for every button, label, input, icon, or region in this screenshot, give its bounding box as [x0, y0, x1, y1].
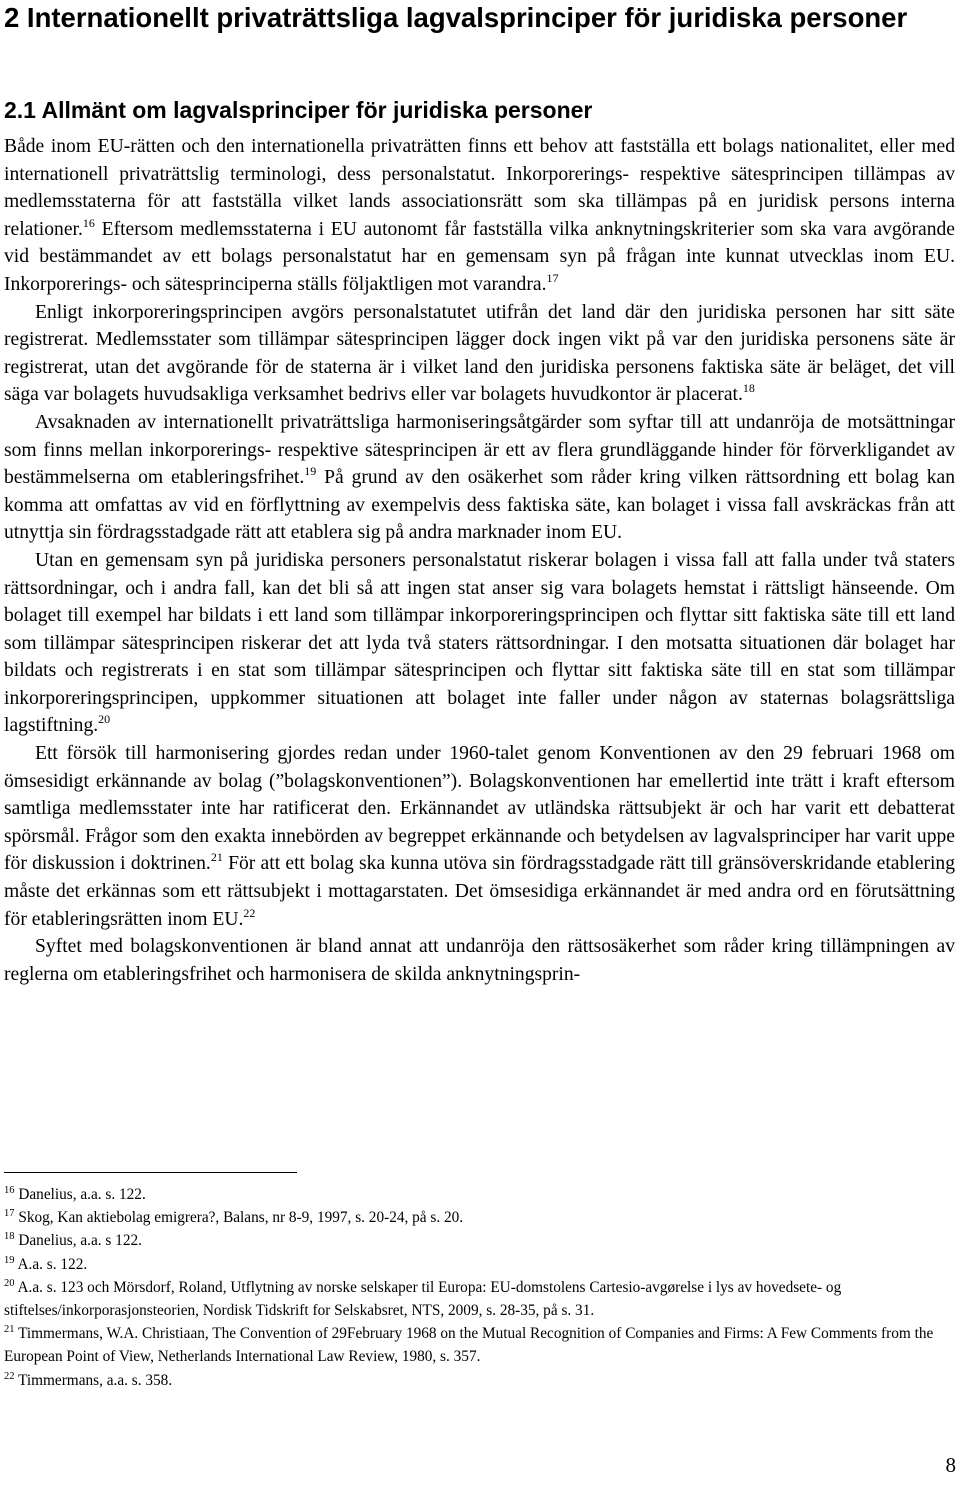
footnote [4, 1183, 955, 1206]
footnote-ref[interactable]: 21 [210, 850, 223, 865]
body-text [4, 133, 955, 988]
footnote-number: 22 [4, 1370, 15, 1382]
chapter-heading: 2 Internationellt privaträttsliga lagvalsprinciper för juridiska personer [4, 2, 908, 33]
paragraph-text: Både inom EU-rätten och den internationella privaträtten finns ett behov att fastställa ett bolags nationalitet, eller med internationell privaträttslig terminologi, dess personalstatut. Inkorporerings- respektive sätesprincipen tillämpas av medlemsstaterna för att fastställa vilket lands associationsrätt som ska tillämpas på en juridisk persons interna relationer. [4, 136, 955, 240]
footnote [4, 1322, 955, 1368]
footnotes [4, 1183, 955, 1392]
paragraph-text: Avsaknaden av internationellt privaträttsliga harmoniseringsåtgärder som syftar till att undanröja de motsättningar som finns mellan inkorporerings- respektive sätesprincipen är ett av flera grundläggande hinder för förverkligandet av bestämmelserna om etableringsfrihet. [4, 411, 955, 489]
paragraph [4, 133, 955, 299]
footnote [4, 1276, 955, 1322]
footnote [4, 1253, 955, 1276]
footnote-number: 17 [4, 1208, 15, 1220]
footnote-text: Timmermans, a.a. s. 358. [18, 1371, 173, 1389]
paragraph-text: På grund av den osäkerhet som råder kring vilken rättsordning ett bolag kan komma att omfattas av vid en förflyttning av exempelvis dess faktiska säte, kan bolaget i vissa fall avskräckas från att utnyttja sin fördragsstadgade rätt att etablera sig på andra marknader inom EU. [4, 467, 955, 544]
paragraph-text: Eftersom medlemsstaterna i EU autonomt får fastställa vilka anknytningskriterier som ska vara avgörande vid bestämmandet av ett bolags personalstatut har en gemensam syn på frågan inte kunnat utvecklas inom EU. Inkorporerings- och sätesprinciperna ställs följaktligen mot varandra. [4, 218, 955, 295]
paragraph-text: Syftet med bolagskonventionen är bland annat att undanröja den rättsosäkerhet som råder kring tillämpningen av reglerna om etableringsfrihet och harmonisera de skilda anknytningsprin- [4, 936, 955, 985]
footnote-text: Skog, Kan aktiebolag emigrera?, Balans, nr 8-9, 1997, s. 20-24, på s. 20. [18, 1209, 464, 1227]
page-number: 8 [945, 1453, 956, 1477]
paragraph-text: Enligt inkorporeringsprincipen avgörs personalstatutet utifrån det land där den juridiska personen har sitt säte registrerat. Medlemsstater som tillämpar sätesprincipen lägger dock ingen vikt på var den juridiska personens säte är registrerat, utan det avgörande för de staterna är i vilket land den juridiska personens faktiska säte är beläget, det vill säga var bolagets huvudsakliga verksamhet bedrivs eller var bolagets huvudkontor är placerat. [4, 301, 955, 406]
paragraph [4, 547, 955, 740]
footnote-separator [4, 1172, 297, 1173]
footnote-number: 16 [4, 1185, 15, 1196]
footnote-text: A.a. s. 122. [17, 1255, 88, 1273]
footnote-ref[interactable]: 20 [98, 712, 111, 727]
footnote [4, 1229, 955, 1252]
footnote-ref[interactable]: 17 [546, 270, 559, 285]
paragraph-text: Utan en gemensam syn på juridiska personers personalstatut riskerar bolagen i vissa fall att falla under två staters rättsordningar, och i andra fall, kan det bli så att ingen stat anser sig vara bolagets hemstat i rättsligt hänseende. Om bolaget till exempel har bildats i ett land som tillämpar inkorporeringsprincipen och flyttar sitt faktiska säte till ett land som tillämpar sätesprincipen riskerar det att lyda två staters rättsordningar. I den motsatta situationen där bolaget har bildats och registrerats i en stat som tillämpar sätesprincipen och flyttar sitt faktiska säte till en stat som tillämpar inkorporeringsprincipen, uppkommer situationen att bolaget inte faller under någon av staternas bolagsrättsliga lagstiftning. [4, 549, 955, 737]
footnote-ref[interactable]: 22 [243, 905, 256, 920]
paragraph-text: Ett försök till harmonisering gjordes redan under 1960-talet genom Konventionen av den 29 februari 1968 om ömsesidigt erkännande av bolag (”bolagskonventionen”). Bolagskonventionen har emellertid inte trätt i kraft eftersom samtliga medlemsstater inte har ratificerat den. Erkännandet av utländska rättsubjekt är och har varit ett debatterat spörsmål. Frågor som den exakta innebörden av begreppet erkännande och betydelsen av lagvalsprinciper har varit uppe för diskussion i doktrinen. [4, 743, 955, 875]
footnote-text: A.a. s. 123 och Mörsdorf, Roland, Utflytning av norske selskaper til Europa: EU-domstolens Cartesio-avgørelse i lys av hovedsete- og stiftelses/inkorporasjonsteorien, Nordisk Tidskrift for Selskabsret, NTS, 2009, s. 28-35, på s. 31. [4, 1278, 842, 1320]
footnote-number: 18 [4, 1231, 15, 1243]
footnote-text: Danelius, a.a. s 122. [18, 1232, 142, 1250]
footnote-text: Timmermans, W.A. Christiaan, The Convention of 29February 1968 on the Mutual Recognition of Companies and Firms: A Few Comments from the European Point of View, Netherlands International Law Review, 1980, s. 357. [4, 1325, 934, 1366]
paragraph [4, 740, 955, 933]
footnote-number: 21 [4, 1324, 15, 1336]
paragraph [4, 299, 955, 409]
section-heading: 2.1 Allmänt om lagvalsprinciper för juridiska personer [4, 97, 593, 123]
footnote [4, 1369, 955, 1392]
footnote-ref[interactable]: 16 [82, 215, 95, 230]
footnote-ref[interactable]: 19 [304, 464, 317, 479]
paragraph [4, 409, 955, 547]
footnote [4, 1206, 955, 1229]
footnote-number: 19 [4, 1254, 15, 1266]
footnote-ref[interactable]: 18 [742, 381, 755, 396]
footnote-text: Danelius, a.a. s. 122. [18, 1186, 146, 1203]
footnote-number: 20 [4, 1277, 15, 1289]
paragraph [4, 933, 955, 988]
paragraph-text: För att ett bolag ska kunna utöva sin fördragsstadgade rätt till gränsöverskridande etablering måste det erkännas som ett rättsubjekt i mottagarstaten. Det ömsesidiga erkännandet är med andra ord en förutsättning för etableringsrätten inom EU. [4, 853, 955, 930]
